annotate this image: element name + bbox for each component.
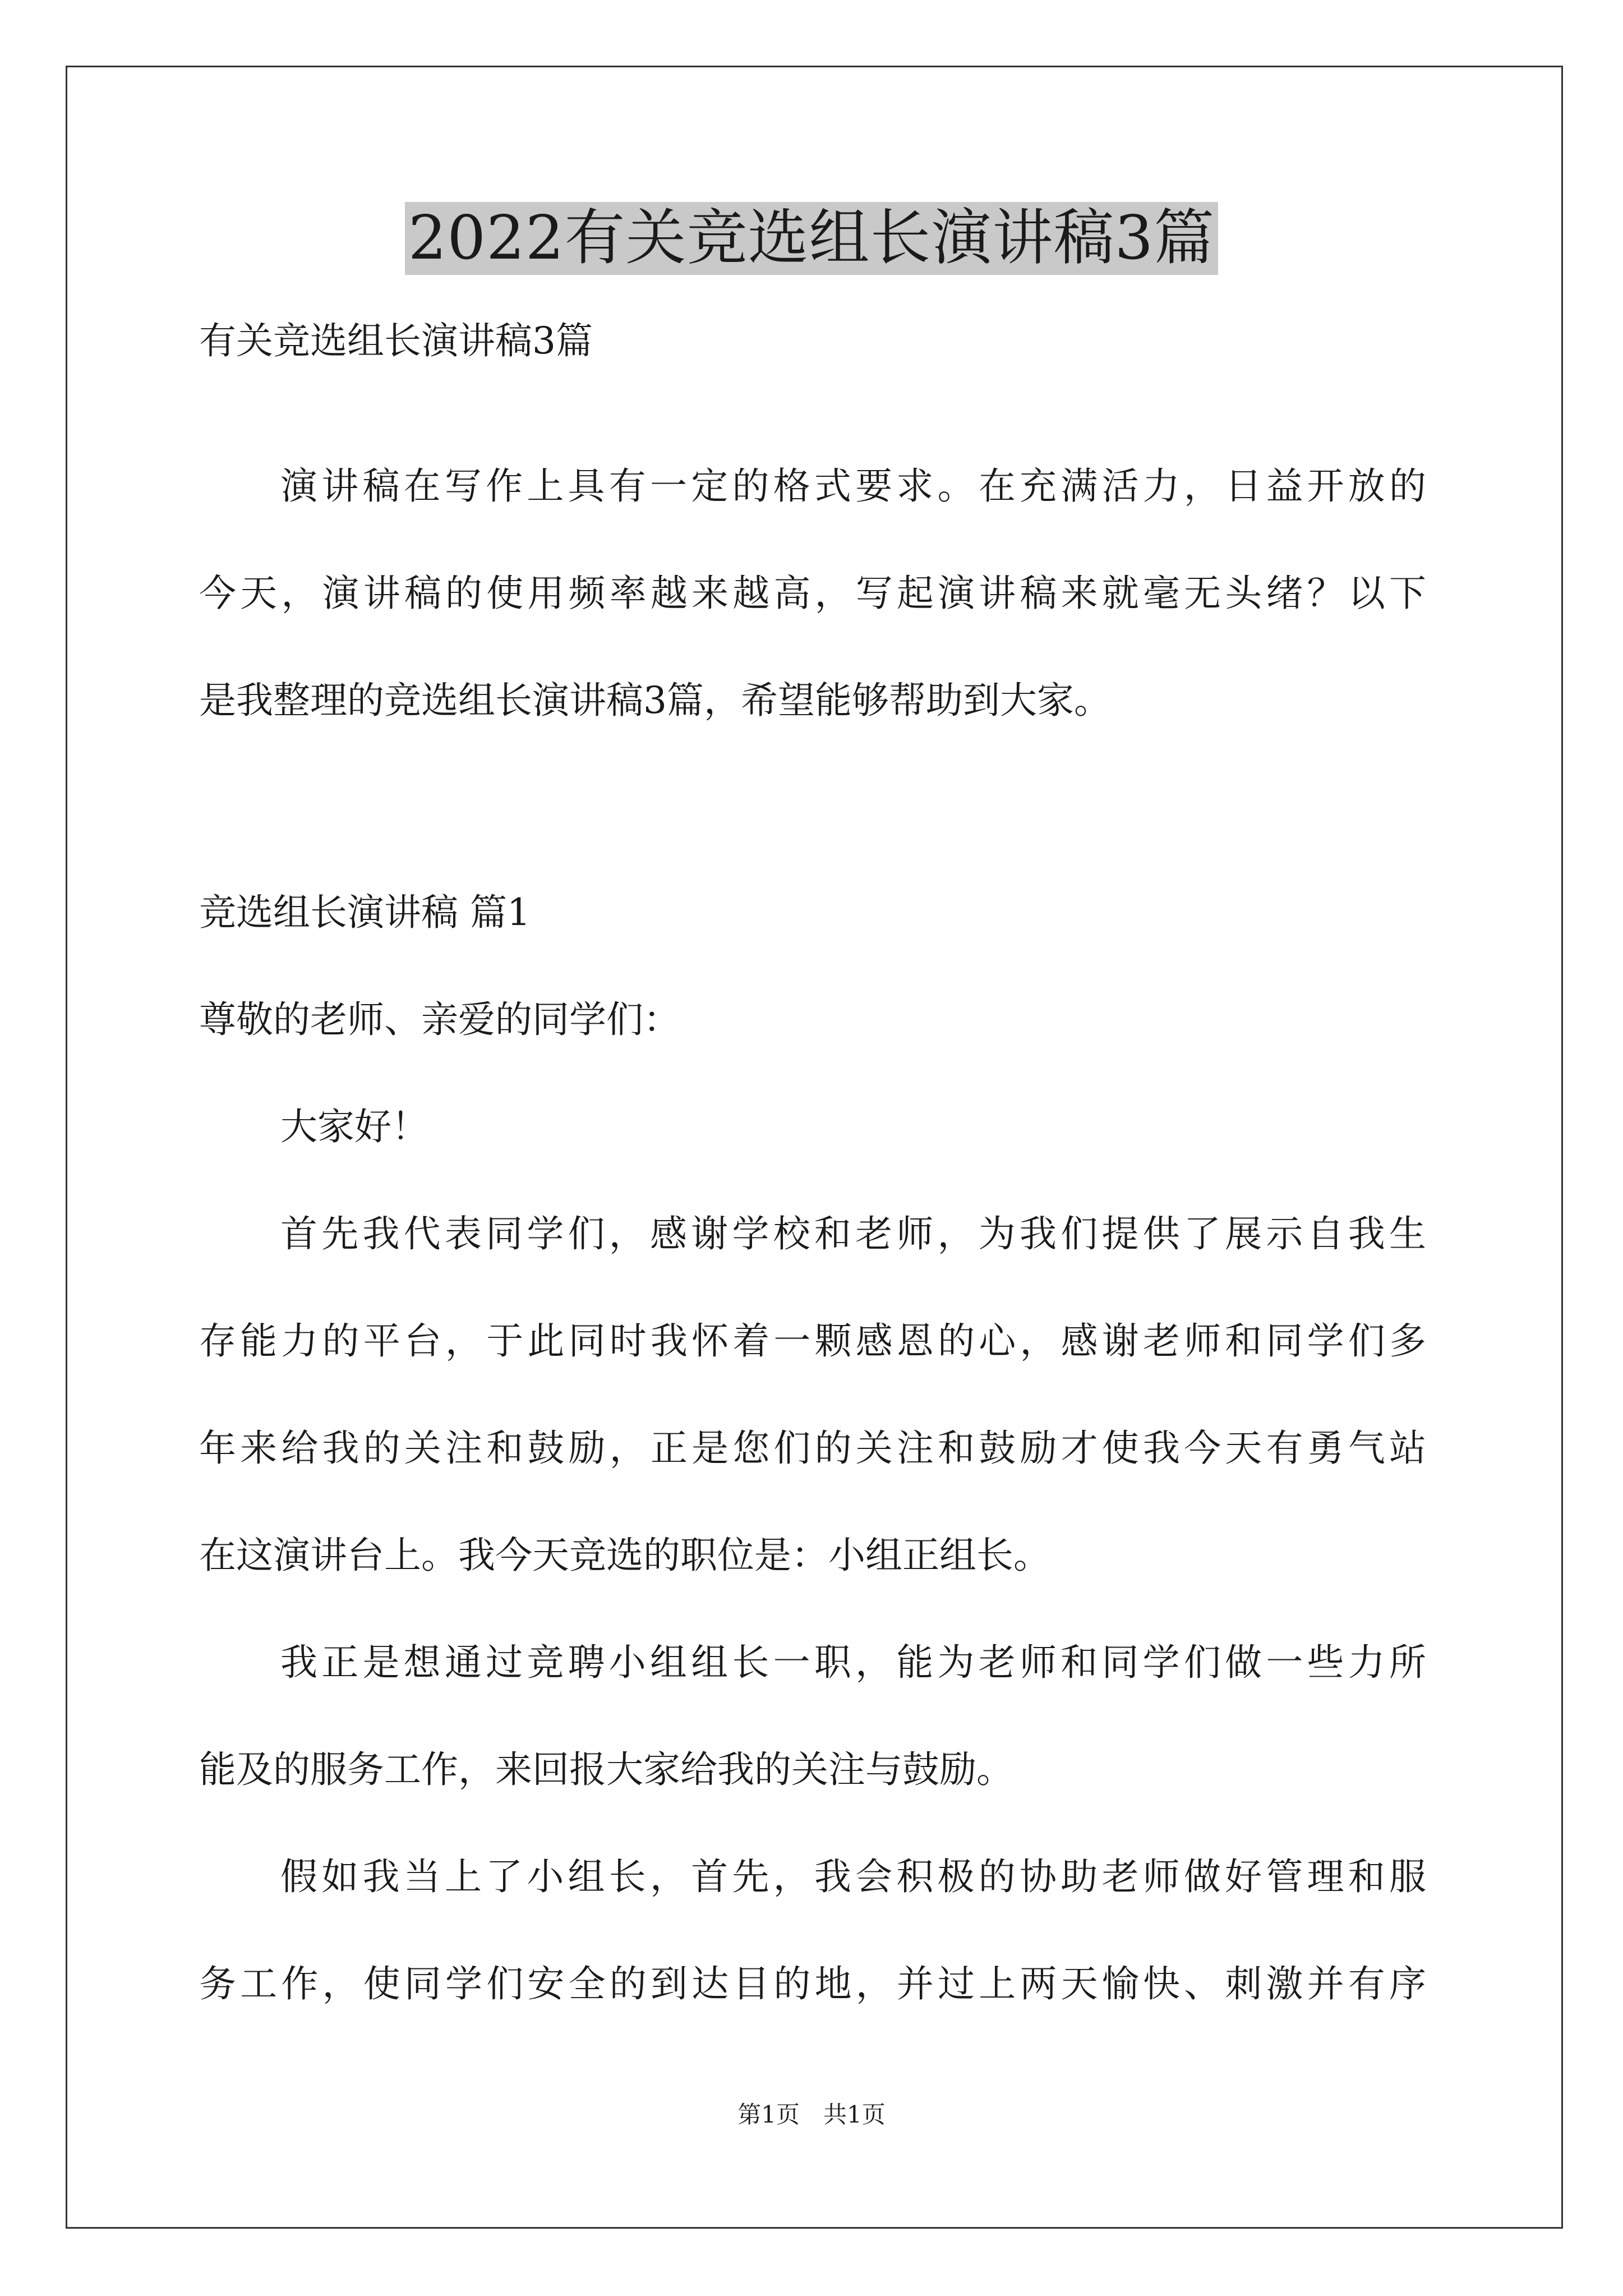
salutation: 尊敬的老师、亲爱的同学们： [199,998,680,1041]
para1-line-4: 在这演讲台上。我今天竞选的职位是：小组正组长。 [199,1534,1050,1577]
para3-line-2: 务工作，使同学们安全的到达目的地，并过上两天愉快、刺激并有序 [199,1962,1426,2005]
subtitle: 有关竞选组长演讲稿3篇 [199,319,593,362]
para2-line-1: 我正是想通过竞聘小组组长一职，能为老师和同学们做一些力所 [280,1641,1426,1684]
para1-line-1: 首先我代表同学们，感谢学校和老师，为我们提供了展示自我生 [280,1212,1426,1255]
intro-line-3: 是我整理的竞选组长演讲稿3篇，希望能够帮助到大家。 [199,679,1111,722]
page-footer: 第1页 共1页 [737,2101,886,2128]
section-heading: 竞选组长演讲稿 篇1 [199,891,531,934]
title-container [0,202,1623,275]
intro-line-2: 今天，演讲稿的使用频率越来越高，写起演讲稿来就毫无头绪？以下 [199,572,1426,615]
para3-line-1: 假如我当上了小组长，首先，我会积极的协助老师做好管理和服 [280,1855,1426,1898]
para1-line-3: 年来给我的关注和鼓励，正是您们的关注和鼓励才使我今天有勇气站 [199,1427,1426,1470]
greeting: 大家好！ [280,1105,428,1148]
document-title: 2022有关竞选组长演讲稿3篇 [405,202,1219,275]
para1-line-2: 存能力的平台，于此同时我怀着一颗感恩的心，感谢老师和同学们多 [199,1319,1426,1363]
para2-line-2: 能及的服务工作，来回报大家给我的关注与鼓励。 [199,1748,1013,1791]
intro-line-1: 演讲稿在写作上具有一定的格式要求。在充满活力，日益开放的 [280,464,1426,508]
